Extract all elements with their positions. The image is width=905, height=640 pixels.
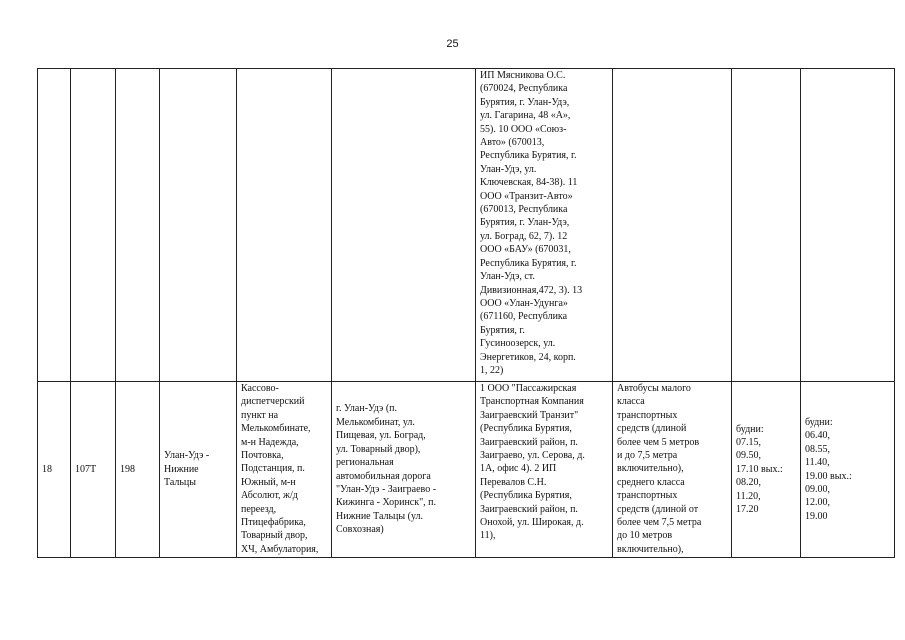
cell-streets: г. Улан-Удэ (п. Мелькомбинат, ул. Пищевая, ул. Боград, ул. Товарный двор), региональная автомобильная дорога "Улан-Удэ - Заиграево - Кижинга - Хоринск", п. Нижние Тальцы (ул. Совхозная) (332, 382, 476, 558)
carriers-text: 1 ООО "Пассажирская Транспортная Компания Заиграевский Транзит" (Республика Бурятия, Заиграевский район, п. Заиграево, ул. Серова, д. 1А, офис 4). 2 ИП Перевалов С.Н. (Республика Бурятия, Заиграевский район, п. Онохой, ул. Широкая, д. 11), (480, 383, 585, 542)
route-registry-table (37, 68, 895, 558)
cell-vehicles (613, 382, 732, 558)
cell-carriers (476, 382, 613, 558)
cell-row-number: 18 (38, 382, 71, 558)
vehicles-text: Автобусы малого класса транспортных средств (длиной более чем 5 метров и до 7,5 метра включительно), среднего класса транспортных средств (длиной от более чем 7,5 метра до 10 метров включительно), (617, 383, 702, 555)
cell-empty (332, 69, 476, 382)
carriers-continued-text: ИП Мясникова О.С. (670024, Республика Бурятия, г. Улан-Удэ, ул. Гагарина, 48 «А», 55). 10 ООО «Союз- Авто» (670013, Республика Бурятия, г. Улан-Удэ, ул. Ключевская, 84-38). 11 ООО «Транзит-Авто» (670013, Республика Бурятия, г. Улан-Удэ, ул. Боград, 62, 7). 12 ООО «БАУ» (670031, Республика Бурятия, г. Улан-Удэ, ст. Дивизионная,472, 3). 13 ООО «Улан-Удунга» (671160, Республика Бурятия, г. Гусиноозерск, ул. Энергетиков, 24, корп. 1, 22) (480, 70, 583, 376)
table-row-continuation (38, 69, 895, 382)
cell-empty (116, 69, 160, 382)
cell-empty (160, 69, 237, 382)
cell-empty (732, 69, 801, 382)
page-number: 25 (446, 38, 459, 50)
cell-registration-number: 198 (116, 382, 160, 558)
cell-stops (237, 382, 332, 558)
stops-text: Кассово- диспетчерский пункт на Мелькомбинате, м-н Надежда, Почтовка, Подстанция, п. Южный, м-н Абсолют, ж/д переезд, Птицефабрика, Товарный двор, ХЧ, Амбулатория, (241, 383, 319, 555)
cell-schedule-departure: будни: 07.15, 09.50, 17.10 вых.: 08.20, 11.20, 17.20 (732, 382, 801, 558)
cell-empty (613, 69, 732, 382)
cell-empty (71, 69, 116, 382)
cell-empty (38, 69, 71, 382)
cell-empty (801, 69, 895, 382)
table-row-route-18 (38, 382, 895, 558)
cell-empty (237, 69, 332, 382)
cell-route-code: 107Т (71, 382, 116, 558)
cell-schedule-return: будни: 06.40, 08.55, 11.40, 19.00 вых.: 09.00, 12.00, 19.00 (801, 382, 895, 558)
cell-carriers-continued (476, 69, 613, 382)
cell-route-name: Улан-Удэ - Нижние Тальцы (160, 382, 237, 558)
